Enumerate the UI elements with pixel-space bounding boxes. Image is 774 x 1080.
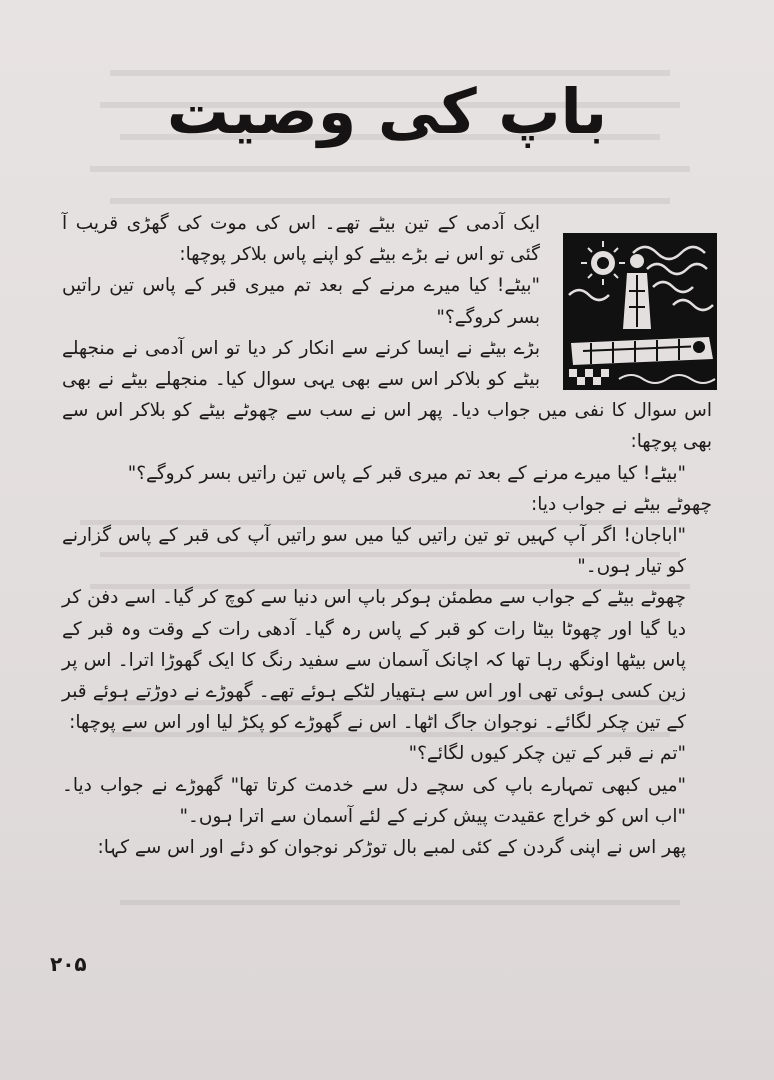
paragraph: "بیٹے! کیا میرے مرنے کے بعد تم میری قبر کے پاس تین راتیں بسر کروگے؟": [127, 462, 686, 484]
paragraph: بڑے بیٹے نے ایسا کرنے سے انکار کر دیا تو اس آدمی نے منجھلے بیٹے کو بلاکر اس سے بھی یہی سوال کیا۔ منجھلے بیٹے نے بھی اس سوال کا نفی میں جواب دیا۔ پھر اس نے سب سے چھوٹے بیٹے کو بلاکر اس سے بھی پوچھا:: [62, 337, 712, 453]
paragraph: "تم نے قبر کے تین چکر کیوں لگائے؟": [408, 743, 686, 765]
paragraph: "بیٹے! کیا میرے مرنے کے بعد تم میری قبر کے پاس تین راتیں بسر کروگے؟": [62, 275, 540, 328]
page-number: ۲۰۵: [50, 952, 87, 976]
story-body: [62, 208, 712, 863]
page-title: باپ کی وصیت: [166, 75, 608, 148]
illustration-space: [540, 208, 712, 390]
paragraph: "میں کبھی تمہارے باپ کی سچے دل سے خدمت کرتا تھا" گھوڑے نے جواب دیا۔ "اب اس کو خراج عقیدت پیش کرنے کے لئے آسمان سے اترا ہوں۔": [62, 774, 686, 827]
paragraph: ایک آدمی کے تین بیٹے تھے۔ اس کی موت کی گھڑی قریب آ گئی تو اس نے بڑے بیٹے کو اپنے پاس بلاکر پوچھا:: [62, 213, 540, 266]
paragraph: چھوٹے بیٹے نے جواب دیا:: [531, 493, 712, 515]
paragraph: پھر اس نے اپنی گردن کے کئی لمبے بال توڑکر نوجوان کو دئے اور اس سے کہا:: [97, 837, 686, 859]
paragraph: چھوٹے بیٹے کے جواب سے مطمئن ہوکر باپ اس دنیا سے کوچ کر گیا۔ اسے دفن کر دیا گیا اور چھوٹا بیٹا رات کو قبر کے پاس رہ گیا۔ آدھی رات کے وقت وہ قبر کے پاس بیٹھا اونگھ رہا تھا کہ اچانک آسمان سے سفید رنگ کا ایک گھوڑا اترا۔ اس پر زین کسی ہوئی تھی اور اس سے ہتھیار لٹکے ہوئے تھے۔ گھوڑے نے دوڑتے ہوئے قبر کے تین چکر لگائے۔ نوجوان جاگ اٹھا۔ اس نے گھوڑے کو پکڑ لیا اور اس سے پوچھا:: [62, 587, 686, 734]
paragraph: "اباجان! اگر آپ کہیں تو تین راتیں کیا میں سو راتیں آپ کی قبر کے پاس گزارنے کو تیار ہوں۔": [62, 525, 686, 578]
